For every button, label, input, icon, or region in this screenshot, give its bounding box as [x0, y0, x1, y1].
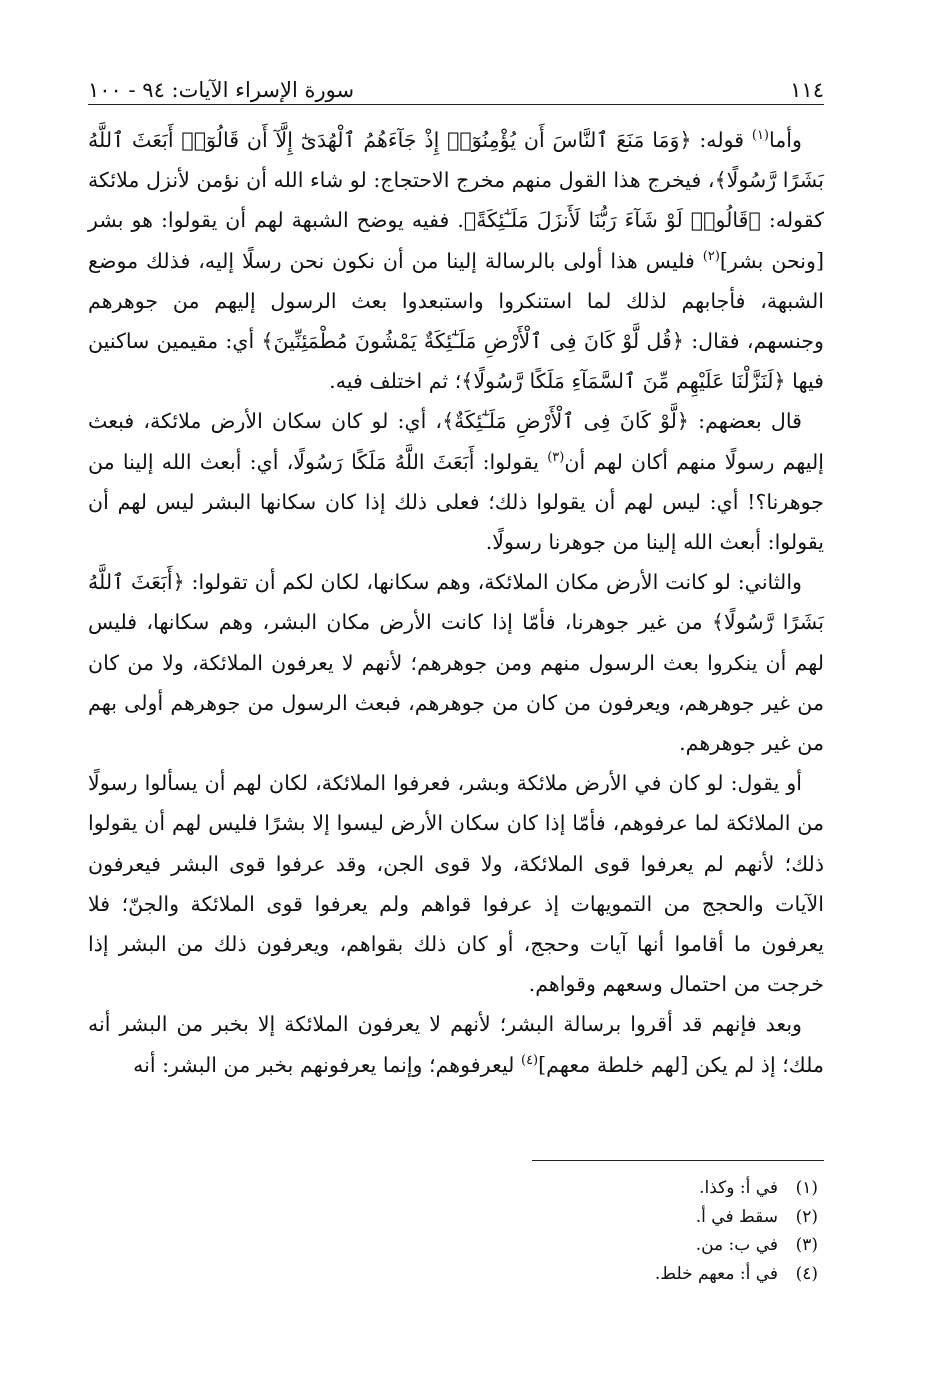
footnote-marker: (٣): [547, 449, 565, 465]
footnotes: [300, 1174, 818, 1288]
quran-quote: ﴿لَنَزَّلْنَا عَلَيْهِم مِّنَ ٱلسَّمَآءِ مَلَكًا رَّسُولًا﴾: [461, 369, 786, 394]
footnote: [300, 1231, 818, 1260]
footnote: [300, 1260, 818, 1289]
text-run: ، فيخرج هذا القول منهم مخرج الاحتجاج: لو شاء الله أن نؤمن لأنزل ملائكة كقوله:: [88, 168, 824, 233]
paragraph: [88, 562, 824, 763]
footnote-marker: (١): [751, 128, 769, 144]
quran-quote: ﴿أَبَعَثَ ٱللَّهُ بَشَرًا رَّسُولًا﴾: [88, 570, 824, 635]
page-header: [88, 62, 824, 102]
footnote: [300, 1174, 818, 1203]
text-run: ؛ ثم اختلف فيه.: [329, 369, 462, 394]
text-run: أي: مقيمين ساكنين فيها: [88, 329, 824, 394]
text-run: وأما: [769, 128, 802, 152]
text-run: قال بعضهم:: [689, 409, 802, 434]
footnote-rule: [532, 1160, 824, 1161]
footnote-text: سقط في أ.: [695, 1206, 778, 1227]
footnote-number: (١): [795, 1178, 818, 1198]
footnote-number: (٤): [795, 1263, 818, 1284]
quran-quote: ﴿قُل لَّوْ كَانَ فِى ٱلْأَرْضِ مَلَـٰٓئِكَةٌ يَمْشُونَ مُطْمَئِنِّينَ﴾: [261, 329, 684, 354]
page-number: ١١٤: [790, 78, 824, 102]
text-run: أو يقول: لو كان في الأرض ملائكة وبشر، فعرفوا الملائكة، لكان لهم أن يسألوا رسولًا من الملائكة لما عرفوهم، فأمّا إذا كان سكان الأرض ليسوا إلا بشرًا فليس لهم أن يقولوا ذلك؛ لأنهم لم يعرفوا قوى الملائكة، ولا قوى الجن، وقد عرفوا قوى البشر فيعرفون الآيات والحجج من التمويهات إذ عرفوا قواهم ولم يعرفوا قوى الملائكة والجنّ؛ فلا يعرفون ما أقاموا أنها آيات وحجج، أو كان ذلك بقواهم، ويعرفون ذلك من البشر إذا خرجت من احتمال وسعهم وقواهم.: [88, 771, 824, 997]
footnote-text: في أ: معهم خلط.: [654, 1263, 778, 1284]
paragraph: [88, 401, 824, 562]
footnote-number: (٢): [795, 1206, 818, 1227]
footnote-number: (٣): [795, 1235, 818, 1255]
footnote-text: في أ: وكذا.: [699, 1178, 778, 1198]
paragraph: [88, 120, 824, 401]
body-text: [88, 120, 824, 1085]
paragraph: [88, 1004, 824, 1084]
text-run: ليعرفوهم؛ وإنما يعرفونهم بخبر من البشر: أنه: [133, 1052, 521, 1077]
text-run: يقولوا: أَبَعَثَ اللَّهُ مَلَكًا رَسُولًا، أي: أبعث الله إلينا من جوهرنا؟! أي: ليس لهم أن يقولوا ذلك؛ فعلى ذلك إذا كان سكانها البشر ليس لهم أن يقولوا: أبعث الله إلينا من جوهرنا رسولًا.: [88, 449, 824, 555]
text-run: والثاني: لو كانت الأرض مكان الملائكة، وهم سكانها، لكان لكم أن تقولوا:: [184, 570, 802, 595]
text-run: فليس هذا أولى بالرسالة إلينا من أن نكون نحن رسلًا إليه، فذلك موضع الشبهة، فأجابهم لذلك لما استنكروا واستبعدوا بعث الرسول إليهم من جوهرهم وجنسهم، فقال:: [88, 248, 824, 354]
footnote-marker: (٤): [520, 1052, 539, 1068]
quran-quote: ﴿وَمَا مَنَعَ ٱلنَّاسَ أَن يُؤْمِنُوٓا۟ إِذْ جَآءَهُمُ ٱلْهُدَىٰٓ إِلَّآ أَن قَالُوٓا۟ أَبَعَثَ ٱللَّهُ بَشَرًا رَّسُولًا﴾: [88, 128, 824, 193]
text-run: ، أي: لو كان سكان الأرض ملائكة، فبعث إليهم رسولًا منهم أكان لهم أن: [88, 409, 824, 474]
text-run: وبعد فإنهم قد أقروا برسالة البشر؛ لأنهم لا يعرفون الملائكة إلا بخبر من البشر أنه ملك؛ إذ لم يكن [لهم خلطة معهم]: [88, 1012, 824, 1077]
running-title: سورة الإسراء الآيات: ٩٤ - ١٠٠: [88, 78, 355, 102]
footnote-text: في ب: من.: [695, 1235, 778, 1255]
quran-quote: ﴿لَّوْ كَانَ فِى ٱلْأَرْضِ مَلَـٰٓئِكَةٌ﴾: [442, 409, 689, 434]
footnote: [300, 1203, 818, 1232]
quran-quote: ﴿قَالُوا۟ لَوْ شَآءَ رَبُّنَا لَأَنزَلَ مَلَـٰٓئِكَةً﴾: [463, 208, 761, 233]
header-rule: [88, 104, 824, 105]
text-run: قوله:: [691, 128, 752, 152]
text-run: . ففيه يوضح الشبهة لهم أن يقولوا: هو بشر [ونحن بشر]: [88, 208, 824, 273]
footnote-marker: (٢): [702, 248, 720, 264]
paragraph: [88, 763, 824, 1004]
text-run: من غير جوهرنا، فأمّا إذا كانت الأرض مكان البشر، وهم سكانها، فليس لهم أن ينكروا بعث الرسول منهم ومن جوهرهم؛ لأنهم لا يعرفون الملائكة، ولا من كان من غير جوهرهم، ويعرفون من كان من جوهرهم، فبعث الرسول من جوهرهم أولى بهم من غير جوهرهم.: [88, 610, 824, 756]
